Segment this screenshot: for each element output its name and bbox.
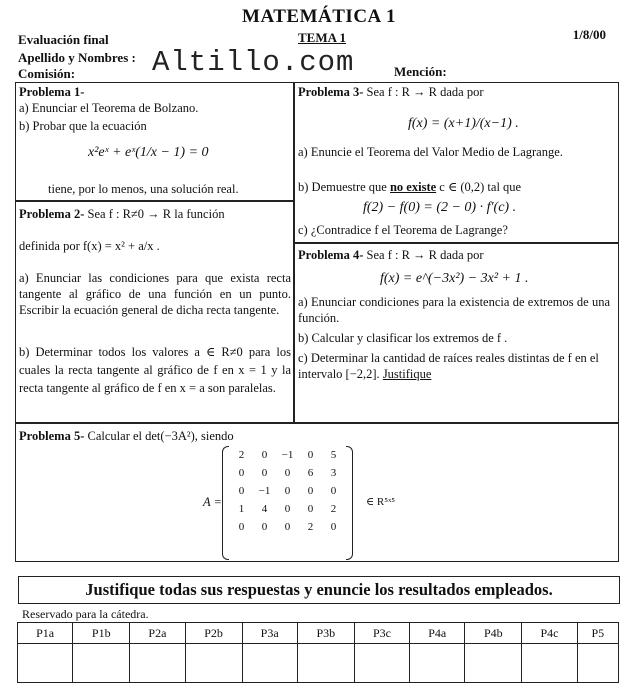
exam-date: 1/8/00 (572, 27, 606, 42)
grade-score-cell (73, 644, 130, 683)
grade-header-cell: P3a (242, 623, 297, 644)
matrix-left-bracket (222, 446, 229, 560)
grade-header-cell: P1b (73, 623, 130, 644)
matrix-a-label: A = (203, 495, 222, 509)
grade-header-cell: P4b (465, 623, 522, 644)
matrix-row (230, 518, 345, 536)
grade-score-cell (242, 644, 297, 683)
grade-score-cell (130, 644, 185, 683)
p2-b: b) Determinar todos los valores a ∈ R≠0 para los cuales la recta tangente al gráfico de f en x = 1 y la recta tangente al gráfico de f en x = a son paralelas. (19, 345, 291, 395)
grade-header-cell: P4c (522, 623, 577, 644)
p4-title: Problema 4- (298, 248, 364, 262)
matrix-cell: 0 (238, 485, 245, 497)
p4-c-text: c) Determinar la cantidad de raíces reales distintas de f en el intervalo [−2,2]. (298, 351, 599, 381)
matrix-cell: 0 (284, 521, 291, 533)
p3-title: Problema 3- (298, 85, 364, 99)
matrix-cell: 0 (307, 503, 314, 515)
grade-header-cell: P3c (354, 623, 409, 644)
matrix-cell: 3 (330, 467, 337, 479)
reserved-label: Reservado para la cátedra. (22, 607, 149, 621)
p4-header (298, 247, 616, 263)
matrix-cell: 2 (307, 521, 314, 533)
matrix-row (230, 464, 345, 482)
p4-c-justifique: Justifique (382, 367, 432, 381)
matrix-cell: 2 (238, 449, 245, 461)
grade-header-cell: P3b (297, 623, 354, 644)
p1-title: Problema 1- (19, 85, 85, 99)
matrix-cell: 1 (238, 503, 245, 515)
p4-intro: Sea f : R → R dada por (366, 248, 484, 262)
p5-text: Calcular el det(−3A²), siendo (87, 429, 234, 443)
matrix-a (230, 446, 345, 536)
justify-banner: Justifique todas sus respuestas y enuncie los resultados empleados. (18, 576, 620, 604)
name-label: Apellido y Nombres : (18, 50, 136, 65)
grade-score-row (18, 644, 619, 683)
matrix-right-bracket (346, 446, 353, 560)
p2-def: definida por f(x) = x² + a/x . (19, 239, 160, 253)
matrix-cell: 0 (307, 449, 314, 461)
p3-b-pre: b) Demuestre que (298, 180, 387, 194)
p4-a: a) Enunciar condiciones para la existencia de extremos de una función. (298, 295, 610, 325)
matrix-cell: 0 (238, 521, 245, 533)
matrix-cell: 0 (284, 503, 291, 515)
grade-table (17, 622, 619, 683)
p1-a: a) Enunciar el Teorema de Bolzano. (19, 101, 199, 115)
grade-header-cell: P5 (577, 623, 618, 644)
matrix-cell: 0 (330, 485, 337, 497)
p2-title: Problema 2- (19, 207, 85, 221)
matrix-row (230, 500, 345, 518)
matrix-cell: 0 (284, 485, 291, 497)
p5-title: Problema 5- (19, 429, 85, 443)
watermark-text: Altillo.com (152, 46, 355, 79)
page-title: MATEMÁTICA 1 (242, 6, 396, 27)
p2-header (19, 206, 289, 222)
p3-header (298, 84, 616, 100)
p5-header (19, 428, 609, 444)
p1-equation: x²eˣ + eˣ(1/x − 1) = 0 (88, 145, 209, 160)
p2-a: a) Enunciar las condiciones para que exista recta tangente al gráfico de una función en un punto. Escribir la ecuación general de dicha recta tangente. (19, 271, 291, 317)
matrix-cell: 0 (261, 467, 268, 479)
p4-b: b) Calcular y clasificar los extremos de f . (298, 331, 508, 345)
grade-score-cell (522, 644, 577, 683)
matrix-cell: 2 (330, 503, 337, 515)
matrix-cell: 0 (330, 521, 337, 533)
p3-b-underlined: no existe (389, 180, 437, 194)
grade-score-cell (297, 644, 354, 683)
grade-header-cell: P2a (130, 623, 185, 644)
row-divider (15, 422, 619, 424)
p3-equation: f(x) = (x+1)/(x−1) . (408, 116, 519, 131)
matrix-cell: 0 (307, 485, 314, 497)
p4-c (298, 350, 610, 382)
p1-p2-divider (15, 200, 293, 202)
matrix-cell: 6 (307, 467, 314, 479)
grade-score-cell (18, 644, 73, 683)
grade-header-cell: P2b (185, 623, 242, 644)
p1-after: tiene, por lo menos, una solución real. (48, 182, 239, 196)
grade-score-cell (465, 644, 522, 683)
matrix-cell: 0 (284, 467, 291, 479)
p3-b-equation: f(2) − f(0) = (2 − 0) · f′(c) . (363, 200, 517, 215)
eval-label: Evaluación final (18, 32, 109, 47)
matrix-cell: 5 (330, 449, 337, 461)
p3-b-post: c ∈ (0,2) tal que (439, 180, 522, 194)
matrix-row (230, 446, 345, 464)
p3-c: c) ¿Contradice f el Teorema de Lagrange? (298, 223, 508, 237)
grade-score-cell (354, 644, 409, 683)
matrix-cell: 0 (261, 449, 268, 461)
matrix-cell: 0 (261, 521, 268, 533)
matrix-cell: 4 (261, 503, 268, 515)
matrix-cell: −1 (281, 449, 294, 461)
matrix-space-label: ∈ R⁵ˣ⁵ (366, 496, 396, 508)
mencion-label: Mención: (394, 64, 447, 79)
comision-label: Comisión: (18, 66, 76, 81)
matrix-table (230, 446, 345, 536)
p3-intro: Sea f : R → R dada por (366, 85, 484, 99)
grade-score-cell (185, 644, 242, 683)
p2-intro: Sea f : R≠0 → R la función (87, 207, 225, 221)
matrix-cell: −1 (258, 485, 271, 497)
grade-header-cell: P1a (18, 623, 73, 644)
matrix-cell: 0 (238, 467, 245, 479)
grade-score-cell (577, 644, 618, 683)
grade-score-cell (410, 644, 465, 683)
p3-p4-divider (293, 242, 619, 244)
tema-label: TEMA 1 (298, 30, 347, 45)
p1-b: b) Probar que la ecuación (19, 119, 147, 133)
grade-header-cell: P4a (410, 623, 465, 644)
matrix-row (230, 482, 345, 500)
p4-equation: f(x) = e^(−3x²) − 3x² + 1 . (380, 271, 529, 286)
p3-a: a) Enuncie el Teorema del Valor Medio de Lagrange. (298, 145, 563, 159)
column-divider (293, 82, 295, 422)
grade-header-row (18, 623, 619, 644)
p3-b (298, 179, 616, 195)
